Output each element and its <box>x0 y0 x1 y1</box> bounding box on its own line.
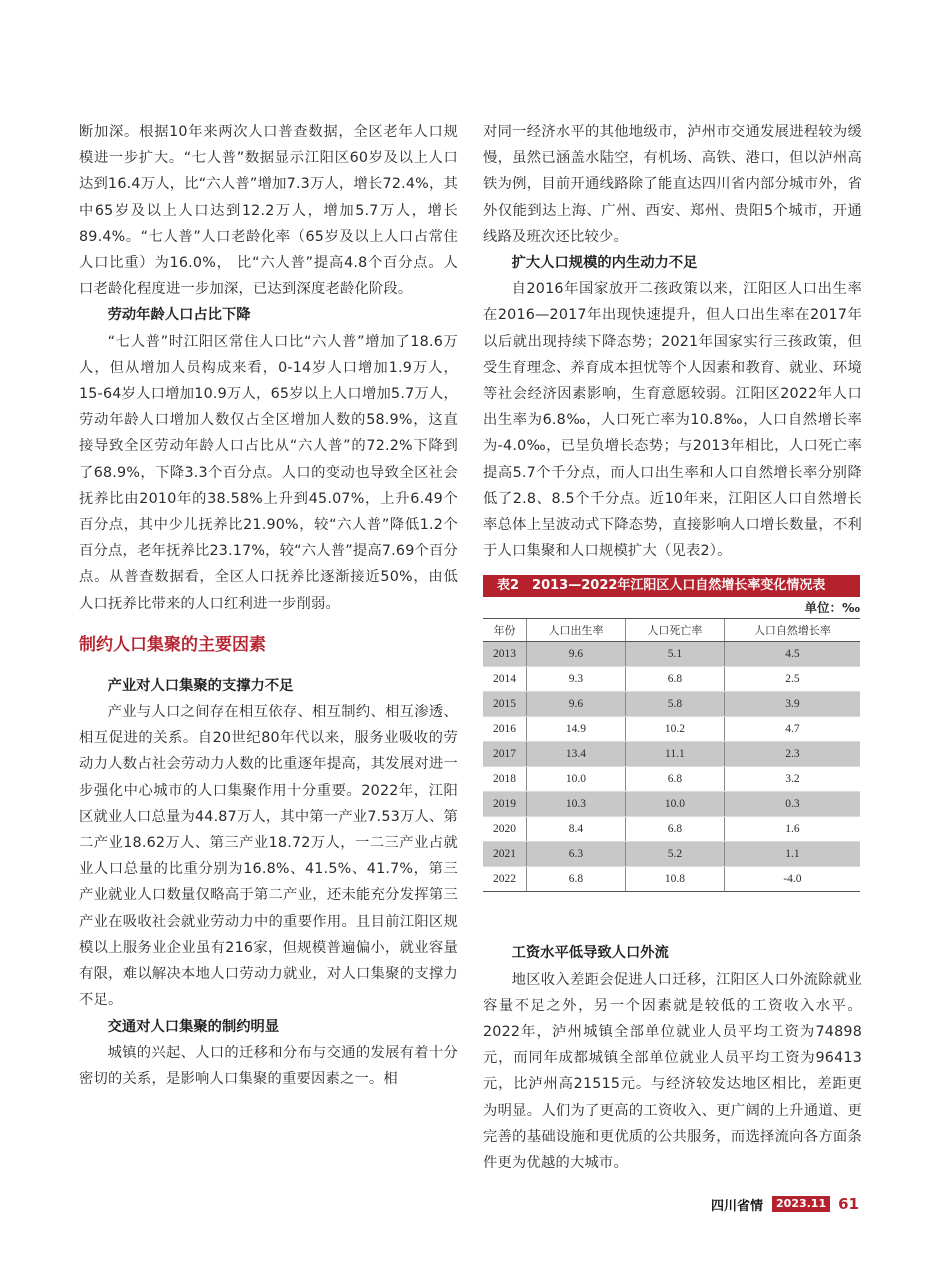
table-cell: 0.3 <box>724 792 860 817</box>
paragraph-aging: 断加深。根据10年来两次人口普查数据，全区老年人口规模进一步扩大。“七人普”数据显示江阳区60岁及以上人口达到16.4万人，比“六人普”增加7.3万人，增长72.4%，其中65岁及以上人口达到12.2万人，增加5.7万人，增长89.4%。“七人普”人口老龄化率（65岁及以上人口占常住人口比重）为16.0%， 比“六人普”提高4.8个百分点。人口老龄化程度进一步加深，已达到深度老龄化阶段。 <box>79 124 458 298</box>
issue-badge: 2023.11 <box>772 1196 830 1212</box>
data-table <box>483 618 860 892</box>
table-cell: 8.4 <box>527 817 626 842</box>
table-row <box>483 717 860 742</box>
table-cell: 9.6 <box>527 642 626 667</box>
table-cell: 2017 <box>483 742 527 767</box>
table-cell: 2022 <box>483 867 527 892</box>
table-cell: 9.3 <box>527 667 626 692</box>
paragraph-industry: 产业与人口之间存在相互依存、相互制约、相互渗透、相互促进的关系。自20世纪80年代以来，服务业吸收的劳动力人数占社会劳动力人数的比重逐年提高，其发展对进一步强化中心城市的人口集聚作用十分重要。2022年，江阳区就业人口总量为44.87万人，其中第一产业7.53万人、第二产业18.62万人、第三产业18.72万人，一二三产业占就业人口总量的比重分别为16.8%、41.5%、41.7%，第三产业就业人口数量仅略高于第二产业，还未能充分发挥第三产业在吸收社会就业劳动力中的重要作用。且目前江阳区规模以上服务业企业虽有216家，但规模普遍偏小，就业容量有限，难以解决本地人口劳动力就业，对人口集聚的支撑力不足。 <box>79 704 458 1009</box>
table-cell: 2014 <box>483 667 527 692</box>
table-row <box>483 642 860 667</box>
left-column <box>79 119 458 1092</box>
table-row <box>483 867 860 892</box>
page-number: 61 <box>838 1195 859 1213</box>
table-cell: 2021 <box>483 842 527 867</box>
paragraph-birthrate: 自2016年国家放开二孩政策以来，江阳区人口出生率在2016—2017年出现快速提升，但人口出生率在2017年以后就出现持续下降态势；2021年国家实行三孩政策，但受生育理念、养育成本担忧等个人因素和教育、就业、环境等社会经济因素影响，生育意愿较弱。江阳区2022年人口出生率为6.8‰，人口死亡率为10.8‰，人口自然增长率为-4.0‰，已呈负增长态势；与2013年相比，人口死亡率提高5.7个千分点，而人口出生率和人口自然增长率分别降低了2.8、8.5个千分点。近10年来，江阳区人口自然增长率总体上呈波动式下降态势，直接影响人口增长数量，不利于人口集聚和人口规模扩大（见表2）。 <box>483 281 862 560</box>
paragraph-labor: “七人普”时江阳区常住人口比“六人普”增加了18.6万人，但从增加人员构成来看，0-14岁人口增加1.9万人， 15-64岁人口增加10.9万人，65岁以上人口增加5.7万人，劳动年龄人口增加人数仅占全区增加人数的58.9%，这直接导致全区劳动年龄人口占比从“六人普”的72.2%下降到了68.9%，下降3.3个百分点。人口的变动也导致全区社会抚养比由2010年的38.58%上升到45.07%，上升6.49个百分点，其中少儿抚养比21.90%，较“六人普”降低1.2个百分点，老年抚养比23.17%，较“六人普”提高7.69个百分点。从普查数据看，全区人口抚养比逐渐接近50%，由低人口抚养比带来的人口红利进一步削弱。 <box>79 333 458 612</box>
table-cell: 5.1 <box>625 642 724 667</box>
table-header-cell: 人口出生率 <box>527 619 626 642</box>
table-cell: 3.2 <box>724 767 860 792</box>
heading-wage: 工资水平低导致人口外流 <box>511 945 669 962</box>
table-cell: 11.1 <box>625 742 724 767</box>
table-cell: 14.9 <box>527 717 626 742</box>
table-cell: 10.8 <box>625 867 724 892</box>
table-unit: 单位：‰ <box>804 600 860 616</box>
paragraph-wage: 地区收入差距会促进人口迁移，江阳区人口外流除就业容量不足之外，另一个因素就是较低的工资收入水平。2022年，泸州城镇全部单位就业人员平均工资为74898元，而同年成都城镇全部单位就业人员平均工资为96413元，比泸州高21515元。与经济较发达地区相比，差距更为明显。人们为了更高的工资收入、更广阔的上升通道、更完善的基础设施和更优质的公共服务，而选择流向各方面条件更为优越的大城市。 <box>483 971 862 1172</box>
heading-industry: 产业对人口集聚的支撑力不足 <box>107 677 294 694</box>
table-cell: -4.0 <box>724 867 860 892</box>
table-header-cell: 年份 <box>483 619 527 642</box>
table-row <box>483 767 860 792</box>
table-cell: 2020 <box>483 817 527 842</box>
heading-transport: 交通对人口集聚的制约明显 <box>107 1018 280 1035</box>
table-cell: 2.3 <box>724 742 860 767</box>
table-row <box>483 667 860 692</box>
magazine-name: 四川省情 <box>711 1198 764 1214</box>
section-title: 制约人口集聚的主要因素 <box>79 634 266 655</box>
table-row <box>483 817 860 842</box>
table-cell: 6.3 <box>527 842 626 867</box>
table-cell: 6.8 <box>625 817 724 842</box>
heading-internal-drive: 扩大人口规模的内生动力不足 <box>511 255 698 272</box>
table-cell: 5.2 <box>625 842 724 867</box>
table-header-cell: 人口死亡率 <box>625 619 724 642</box>
table-row <box>483 842 860 867</box>
table-header-row <box>483 619 860 642</box>
table-cell: 2019 <box>483 792 527 817</box>
table-cell: 2015 <box>483 692 527 717</box>
table-cell: 4.7 <box>724 717 860 742</box>
table-header-cell: 人口自然增长率 <box>724 619 860 642</box>
table-cell: 6.8 <box>527 867 626 892</box>
table-cell: 2018 <box>483 767 527 792</box>
table-cell: 3.9 <box>724 692 860 717</box>
right-column <box>483 119 862 1176</box>
table-row <box>483 692 860 717</box>
table-cell: 1.1 <box>724 842 860 867</box>
table-cell: 4.5 <box>724 642 860 667</box>
table-cell: 1.6 <box>724 817 860 842</box>
table-cell: 10.2 <box>625 717 724 742</box>
table-cell: 2016 <box>483 717 527 742</box>
table-cell: 10.3 <box>527 792 626 817</box>
table-cell: 2013 <box>483 642 527 667</box>
paragraph-transport-cont: 对同一经济水平的其他地级市，泸州市交通发展进程较为缓慢，虽然已涵盖水陆空，有机场、高铁、港口，但以泸州高铁为例，目前开通线路除了能直达四川省内部分城市外，省外仅能到达上海、广州、西安、郑州、贵阳5个城市，开通线路及班次还比较少。 <box>483 124 862 245</box>
table-cell: 13.4 <box>527 742 626 767</box>
table-cell: 5.8 <box>625 692 724 717</box>
table-cell: 10.0 <box>527 767 626 792</box>
paragraph-transport: 城镇的兴起、人口的迁移和分布与交通的发展有着十分密切的关系，是影响人口集聚的重要因素之一。相 <box>79 1044 458 1087</box>
table-body <box>483 642 860 892</box>
table-row <box>483 742 860 767</box>
heading-labor-share: 劳动年龄人口占比下降 <box>107 307 251 324</box>
table-row <box>483 792 860 817</box>
table-cell: 6.8 <box>625 767 724 792</box>
population-table <box>483 575 860 892</box>
table-cell: 10.0 <box>625 792 724 817</box>
page-footer <box>711 1193 859 1215</box>
table-title: 表2 2013—2022年江阳区人口自然增长率变化情况表 <box>483 575 860 597</box>
table-cell: 9.6 <box>527 692 626 717</box>
table-cell: 6.8 <box>625 667 724 692</box>
table-cell: 2.5 <box>724 667 860 692</box>
